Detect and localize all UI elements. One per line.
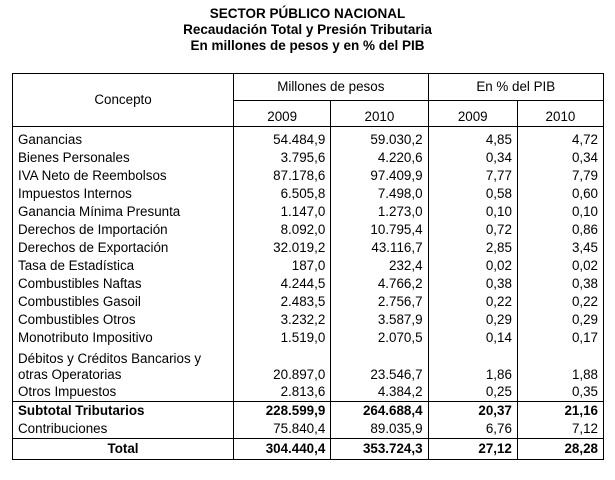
total-label: Total	[13, 439, 234, 460]
row-concept: Ganancia Mínima Presunta	[13, 203, 234, 221]
row-concept: IVA Neto de Reembolsos	[13, 167, 234, 185]
row-value: 2.483,5	[234, 293, 331, 311]
row-value: 8.092,0	[234, 221, 331, 239]
row-value: 0,29	[428, 311, 517, 329]
row-value: 0,38	[517, 275, 603, 293]
row-value: 3.232,2	[234, 311, 331, 329]
row-value: 7,79	[517, 167, 603, 185]
row-value: 2.813,6	[234, 383, 331, 402]
row-value: 0,34	[517, 149, 603, 167]
pib-group-header: En % del PIB	[428, 74, 603, 101]
concept-header: Concepto	[13, 74, 234, 127]
row-value: 3.587,9	[331, 311, 428, 329]
table-row	[13, 185, 604, 203]
subtotal-value: 21,16	[517, 402, 603, 421]
row-value: 0,10	[517, 203, 603, 221]
table-row	[13, 149, 604, 167]
total-value: 27,12	[428, 439, 517, 460]
contribuciones-value: 89.035,9	[331, 420, 428, 439]
row-value: 0,29	[517, 311, 603, 329]
table-row	[13, 167, 604, 185]
row-concept: Monotributo Impositivo	[13, 329, 234, 347]
row-value: 2,85	[428, 239, 517, 257]
row-concept: Impuestos Internos	[13, 185, 234, 203]
report-title: SECTOR PÚBLICO NACIONAL	[209, 6, 406, 21]
table-row	[13, 293, 604, 311]
report-title-block	[0, 6, 615, 54]
row-value: 187,0	[234, 257, 331, 275]
row-concept: Débitos y Créditos Bancarios y otras Operatorias	[13, 347, 234, 383]
row-value: 2.070,5	[331, 329, 428, 347]
subtotal-value: 264.688,4	[331, 402, 428, 421]
row-value: 0,38	[428, 275, 517, 293]
table-row	[13, 383, 604, 402]
row-value: 54.484,9	[234, 127, 331, 150]
table-row	[13, 221, 604, 239]
contribuciones-row	[13, 420, 604, 439]
row-value: 7.498,0	[331, 185, 428, 203]
row-value: 0,25	[428, 383, 517, 402]
pesos-group-header: Millones de pesos	[234, 74, 429, 101]
row-value: 43.116,7	[331, 239, 428, 257]
row-value: 4.220,6	[331, 149, 428, 167]
row-value: 59.030,2	[331, 127, 428, 150]
row-value: 232,4	[331, 257, 428, 275]
row-value: 87.178,6	[234, 167, 331, 185]
row-concept: Combustibles Naftas	[13, 275, 234, 293]
row-value: 0,34	[428, 149, 517, 167]
row-value: 23.546,7	[331, 347, 428, 383]
row-value: 0,22	[428, 293, 517, 311]
row-value: 7,77	[428, 167, 517, 185]
row-value: 0,72	[428, 221, 517, 239]
row-value: 1,88	[517, 347, 603, 383]
row-value: 3,45	[517, 239, 603, 257]
table-row	[13, 203, 604, 221]
row-value: 1,86	[428, 347, 517, 383]
row-value: 0,14	[428, 329, 517, 347]
contribuciones-value: 6,76	[428, 420, 517, 439]
table-row	[13, 347, 604, 383]
row-value: 32.019,2	[234, 239, 331, 257]
row-concept: Combustibles Otros	[13, 311, 234, 329]
row-value: 20.897,0	[234, 347, 331, 383]
table-row	[13, 127, 604, 150]
row-value: 0,10	[428, 203, 517, 221]
row-value: 4.766,2	[331, 275, 428, 293]
row-value: 0,86	[517, 221, 603, 239]
year-header: 2009	[234, 101, 331, 127]
row-value: 4,85	[428, 127, 517, 150]
table-row	[13, 239, 604, 257]
row-value: 0,60	[517, 185, 603, 203]
subtotal-row	[13, 402, 604, 421]
row-value: 2.756,7	[331, 293, 428, 311]
contribuciones-value: 7,12	[517, 420, 603, 439]
subtotal-value: 20,37	[428, 402, 517, 421]
row-value: 1.147,0	[234, 203, 331, 221]
contribuciones-label: Contribuciones	[13, 420, 234, 439]
row-value: 4.244,5	[234, 275, 331, 293]
subtotal-label: Subtotal Tributarios	[13, 402, 234, 421]
total-row	[13, 439, 604, 460]
table-row	[13, 275, 604, 293]
contribuciones-value: 75.840,4	[234, 420, 331, 439]
row-value: 1.273,0	[331, 203, 428, 221]
year-header: 2009	[428, 101, 517, 127]
row-value: 3.795,6	[234, 149, 331, 167]
table-row	[13, 257, 604, 275]
row-value: 0,58	[428, 185, 517, 203]
table-row	[13, 311, 604, 329]
row-value: 0,17	[517, 329, 603, 347]
row-value: 0,22	[517, 293, 603, 311]
row-value: 0,02	[428, 257, 517, 275]
total-value: 353.724,3	[331, 439, 428, 460]
row-value: 97.409,9	[331, 167, 428, 185]
row-value: 0,02	[517, 257, 603, 275]
row-concept: Bienes Personales	[13, 149, 234, 167]
row-value: 4,72	[517, 127, 603, 150]
row-value: 4.384,2	[331, 383, 428, 402]
report-subtitle: Recaudación Total y Presión Tributaria	[183, 22, 432, 37]
row-concept: Ganancias	[13, 127, 234, 150]
report-units: En millones de pesos y en % del PIB	[190, 38, 425, 53]
row-value: 10.795,4	[331, 221, 428, 239]
total-value: 28,28	[517, 439, 603, 460]
row-value: 6.505,8	[234, 185, 331, 203]
year-header: 2010	[331, 101, 428, 127]
row-concept: Otros Impuestos	[13, 383, 234, 402]
row-concept: Derechos de Importación	[13, 221, 234, 239]
row-concept: Derechos de Exportación	[13, 239, 234, 257]
subtotal-value: 228.599,9	[234, 402, 331, 421]
revenue-table	[12, 73, 604, 460]
total-value: 304.440,4	[234, 439, 331, 460]
row-concept: Combustibles Gasoil	[13, 293, 234, 311]
table-row	[13, 329, 604, 347]
row-concept: Tasa de Estadística	[13, 257, 234, 275]
row-value: 0,35	[517, 383, 603, 402]
year-header: 2010	[517, 101, 603, 127]
row-value: 1.519,0	[234, 329, 331, 347]
